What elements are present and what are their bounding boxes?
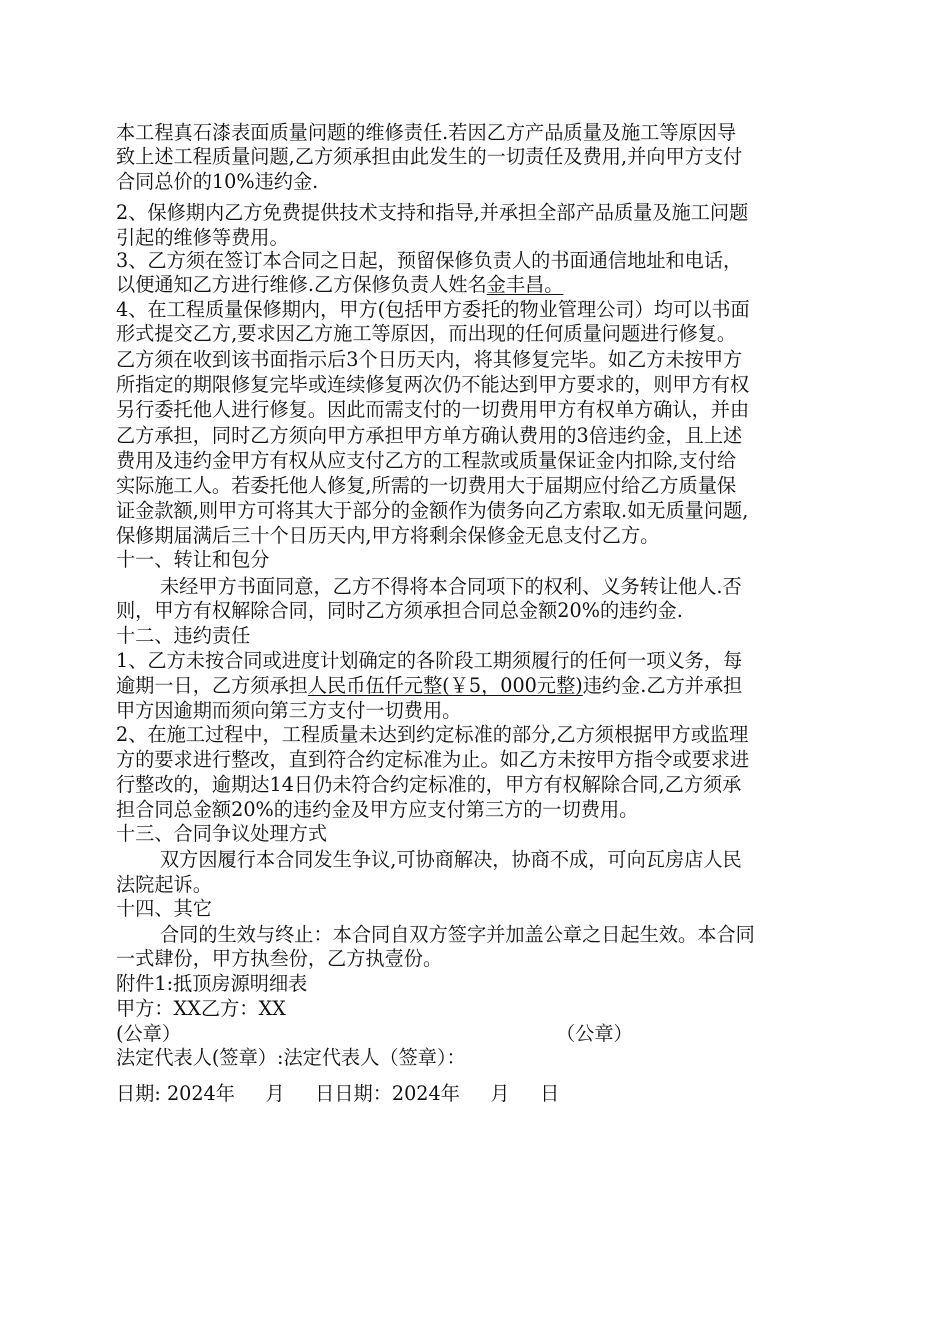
section-heading: 十一、转让和包分 [116, 548, 270, 571]
text-line: 所指定的期限修复完毕或连续修复两次仍不能达到甲方要求的，则甲方有权 [116, 373, 750, 396]
text-line: 法院起诉。 [116, 873, 212, 896]
text-line: 4、在工程质量保修期内，甲方(包括甲方委托的物业管理公司）均可以书面 [116, 298, 750, 321]
text-line: 本工程真石漆表面质量问题的维修责任.若因乙方产品质量及施工等原因导 [116, 121, 737, 144]
text-line: 合同总价的10%违约金. [116, 170, 319, 193]
text-line: 未经甲方书面同意，乙方不得将本合同项下的权利、义务转让他人.否 [160, 575, 742, 598]
penalty-suffix: 违约金.乙方并承担 [582, 674, 743, 697]
text-line: 费用及违约金甲方有权从应支付乙方的工程款或质量保证金内扣除,支付给 [116, 449, 737, 472]
text-line: 乙方承担，同时乙方须向甲方承担甲方单方确认费用的3倍违约金，且上述 [116, 424, 743, 447]
parties-line: 甲方：XX乙方：XX [116, 997, 286, 1020]
attachment-line: 附件1:抵顶房源明细表 [116, 972, 308, 995]
text-line: 1、乙方未按合同或进度计划确定的各阶段工期须履行的任何一项义务，每 [116, 649, 743, 672]
date-line: 日期: 2024年 月 日日期：2024年 月 日 [116, 1082, 560, 1105]
repair-contact-name: 金丰昌。 [486, 273, 564, 296]
text-line: 保修期届满后三十个日历天内,甲方将剩余保修金无息支付乙方。 [116, 524, 660, 547]
section-heading: 十四、其它 [116, 897, 212, 920]
text-line: 甲方因逾期而须向第三方支付一切费用。 [116, 699, 462, 722]
text-line: 证金款额,则甲方可将其大于部分的金额作为债务向乙方索取.如无质量问题, [116, 499, 749, 522]
text-line: 担合同总金额20%的违约金及甲方应支付第三方的一切费用。 [116, 798, 639, 821]
text-line: 3、乙方须在签订本合同之日起，预留保修负责人的书面通信地址和电话， [116, 249, 743, 272]
text-line: 合同的生效与终止：本合同自双方签字并加盖公章之日起生效。本合同 [160, 923, 755, 946]
section-heading: 十三、合同争议处理方式 [116, 822, 328, 845]
repair-contact-line [116, 273, 563, 297]
text-line: 一式肆份，甲方执叁份，乙方执壹份。 [116, 947, 443, 970]
text-line: 2、保修期内乙方免费提供技术支持和指导,并承担全部产品质量及施工问题 [116, 201, 749, 224]
seal-left: (公章） [116, 1022, 182, 1045]
repair-contact-prefix: 以便通知乙方进行维修.乙方保修负责人姓名 [116, 273, 487, 296]
text-line: 方的要求进行整改，直到符合约定标准为止。如乙方未按甲方指令或要求进 [116, 748, 750, 771]
text-line: 致上述工程质量问题,乙方须承担由此发生的一切责任及费用,并向甲方支付 [116, 145, 743, 168]
text-line: 引起的维修等费用。 [116, 226, 289, 249]
text-line: 则，甲方有权解除合同，同时乙方须承担合同总金额20%的违约金. [116, 599, 683, 622]
penalty-line [116, 674, 742, 698]
penalty-amount: 人民币伍仟元整(￥5，000元整) [307, 674, 583, 697]
text-line: 行整改的，逾期达14日仍未符合约定标准的，甲方有权解除合同,乙方须承 [116, 773, 742, 796]
text-line: 形式提交乙方,要求因乙方施工等原因，而出现的任何质量问题进行修复。 [116, 322, 737, 345]
section-heading: 十二、违约责任 [116, 624, 251, 647]
text-line: 双方因履行本合同发生争议,可协商解决，协商不成，可向瓦房店人民 [160, 848, 742, 871]
text-line: 2、在施工过程中，工程质量未达到约定标准的部分,乙方须根据甲方或监理 [116, 723, 749, 746]
signature-line: 法定代表人(签章）:法定代表人（签章）： [116, 1046, 466, 1069]
penalty-prefix: 逾期一日，乙方须承担 [116, 674, 308, 697]
text-line: 实际施工人。若委托他人修复,所需的一切费用大于届期应付给乙方质量保 [116, 474, 737, 497]
text-line: 另行委托他人进行修复。因此而需支付的一切费用甲方有权单方确认，并由 [116, 398, 750, 421]
text-line: 乙方须在收到该书面指示后3个日历天内，将其修复完毕。如乙方未按甲方 [116, 348, 743, 371]
seal-right: （公章） [556, 1022, 633, 1045]
